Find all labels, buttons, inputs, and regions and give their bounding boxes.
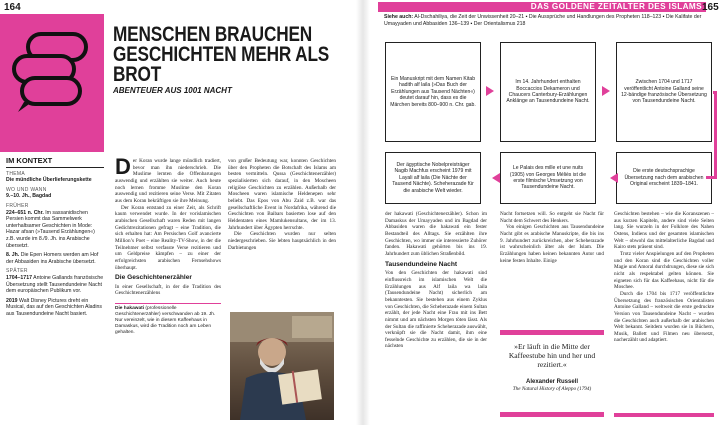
section-heading: Tausendundeine Nacht — [385, 260, 458, 268]
photo-illustration — [230, 312, 334, 420]
timeline-text: Antoine Gallands französische Übersetzung stellt Tausendundeine Nacht dem europäischen Publikum vor. — [6, 274, 104, 295]
flow-box-5: Le Palais des mille et une nuits (1905) von Georges Méliès ist die erste filmische Umsetzung von Tausendundeine Nacht. — [500, 152, 596, 204]
drop-cap: D — [115, 154, 131, 179]
flow-box-2: Im 14. Jahrhundert enthalten Boccaccios Dekameron und Chaucers Canterbury-Erzählungen Anklänge an Tausendundeine Nacht. — [500, 42, 596, 142]
connector-line — [714, 92, 717, 178]
body-column-1 — [115, 154, 221, 336]
timeline-year: 1704–1717 — [6, 274, 32, 281]
paragraph: Von den Geschichten der hakawati sind einflussreich im islamischen Welt die Erzählungen aus Alf laila wa laila (Tausendundeine Nacht) sicherlich am bekanntesten. Sie bestehen aus einem Zyklus von Geschichten, die Scheherazade einem Sultan erzählt, der jede Nacht eine Frau mit ins Bett nimmt und am nächsten Morgen töten lässt. Als der Sultan die raffinierte Scheherazade auswählt, verknüpft sie die Nacht damit, ihm eine fesselnde Geschichte zu erzählen, die sie in der nächsten — [385, 270, 487, 350]
paragraph: Die Geschichten wurden nur selten niedergeschrieben. Sie lebten hauptsächlich in den Darbietungen — [228, 231, 336, 251]
paragraph: Der Koran wurde lange mündlich tradiert, bevor man ihn niederschrieb. Die Muslime lernten die Offenbarungen auswendig und erzählten sie weiter. Auch heute noch lernen fromme Muslime den Koran auswendig und rezitieren seine Verse. Mit Zitaten aus dem Koran bekräftigen sie ihre Meinung. — [115, 154, 221, 204]
timeline-entry — [6, 275, 104, 295]
page-number-right: 165 — [702, 2, 719, 13]
see-also: Siehe auch: Al-Dschahiliya, die Zeit der Unwissenheit 20–21 ▪ Die Aussprüche und Handlungen des Propheten 118–123 ▪ Die Kalifate der Umayyaden und Abbasiden 136–139 ▪ Der Orientalismus 218 — [384, 14, 702, 27]
arrow-right-icon — [486, 86, 494, 96]
body-column-5 — [614, 211, 714, 344]
paragraph: Durch die 1704 bis 1717 veröffentlichte Übersetzung des französischen Orientalisten Antoine Galland – weltweit die erste gedruckte Version von Tausendundeine Nacht – wurden die Geschichten auch außerhalb der arabischen Welt bekannt. Seitdem wurden sie in Büchern, Musik, Ballett und Filmen neu übersetzt, nacherzählt und adaptiert. — [614, 290, 714, 344]
timeline-year: 224–651 n. Chr. — [6, 209, 44, 216]
thema-value: Die mündliche Überlieferungskette — [6, 177, 92, 184]
frueher-label: FRÜHER — [6, 202, 29, 209]
arrow-right-icon — [602, 86, 610, 96]
quote-close-icon: « — [562, 360, 567, 369]
paragraph: Trotz vieler Anspielungen auf den Propheten und den Koran sind die Geschichten voller Magie und Amoral durchdrungen, diese sie sich nicht als respektabel gelten können. Sie eigneten sich für das Kaffeehaus, nicht für die Moschee. — [614, 250, 714, 291]
flow-box-6: Die erste deutschsprachige Übersetzung nach dem arabischen Original erscheint 1839–1841. — [616, 152, 712, 204]
wo-value: 9.–10. Jh., Bagdad — [6, 193, 52, 200]
photo-caption: Die hakawati (professionelle Geschichtenerzähler) verschwanden ab 19. Jh. Nur vereinzelt, wie in diesem Kaffeehaus in Damaskus, wird die Tradition noch am Leben gehalten. — [115, 306, 216, 336]
paragraph: Nacht fortsetzen will. So entgeht sie Nacht für Nacht dem Schwert des Henkers. — [500, 211, 604, 224]
flow-box-4: Der ägyptische Nobelpreisträger Nagib Machfus erscheint 1979 mit Layali alf laila (Die Nächte der Tausend Nächte). Scheherazade für die arabische Welt wieder. — [385, 152, 481, 204]
flow-box-3: Zwischen 1704 und 1717 veröffentlicht Antoine Galland seine 12-bändige französische Übersetzung von Tausendundeine Nacht. — [616, 42, 712, 142]
paragraph: In einer Gesellschaft, in der die Tradition des Geschichtenerzählens — [115, 283, 221, 297]
spaeter-label: SPÄTER — [6, 268, 28, 275]
storyteller-photo — [230, 312, 334, 420]
timeline-year: 2019 — [6, 297, 18, 304]
section-heading: Die Geschichtenerzähler — [115, 274, 192, 282]
timeline-text: Walt Disney Pictures dreht ein Musical, das auf den Geschichten Aladins aus Tausendundeine Nacht basiert. — [6, 297, 103, 317]
arrow-left-icon — [492, 173, 500, 183]
paragraph: Der Koran entstand zu einer Zeit, als Schrift kaum verwendet wurde. In der vorislamischen arabischen Gesellschaft waren Reden mit langen Gedichtrezitationen gefragt – eine Tradition, die sich erhalten hat: Am Persischen Golf avancierte Million’s Poet – eine Reality-TV-Show, in der die Teilnehmer selbst verfasste Verse rezitieren und um Geldpreise kämpfen – zu einer der erfolgreichsten arabischen Fernsehshows überhaupt. — [115, 204, 221, 271]
paragraph: der hakawati (Geschichtenerzähler). Schon im Damaskus der Umayyaden und im Bagdad der Abbasiden waren die hakawati ein fester Bestandteil des Alltags. Sie erzählten ihre Geschichten, wo immer sie interessierte Zuhörer fanden. Hakawati gehörten bis ins 19. Jahrhundert zum üblichen Straßenbild. — [385, 211, 487, 257]
context-sidebar — [6, 158, 104, 317]
quote-rule-top — [500, 330, 604, 335]
timeline-entry — [6, 298, 104, 318]
context-heading: IM KONTEXT — [6, 158, 104, 168]
paragraph: Von einigen Geschichten aus Tausendundeine Nacht gibt es arabische Manuskripte, die bis ins 9. Jahrhundert zurückreichen, aber Scheherazade ist wahrscheinlich älter als der Islam. Die Erzählungen haben keinen bekannten Autor und keine festen Inhalte. Einige — [500, 224, 604, 264]
quote-text: »Er läuft in die Mitte der Kaffeestube hin und her und rezitiert.« — [508, 342, 596, 369]
timeline-year: 8. Jh. — [6, 252, 20, 259]
quote-rule-bottom — [500, 412, 604, 417]
caption-rule — [115, 303, 221, 304]
arrow-left-icon — [610, 173, 618, 183]
timeline-text: Im sassanidischen Persien kommt das Sammelwerk unterhaltsamer Geschichten in Mode: Hazar afsan (»Tausend Erzählungen«) z.B. wurde im 8./9. Jh. ins Arabische übersetzt. — [6, 209, 95, 249]
body-column-2 — [228, 158, 336, 251]
body-column-4 — [500, 211, 604, 264]
connector-line — [706, 176, 717, 179]
wo-label: WO UND WANN — [6, 186, 47, 193]
running-header: DAS GOLDENE ZEITALTER DES ISLAMS — [530, 2, 702, 11]
quote-block — [500, 342, 604, 392]
thema-label: THEMA — [6, 170, 25, 177]
body-column-3 — [385, 211, 487, 350]
speech-bubbles-illustration — [8, 18, 96, 113]
timeline-entry — [6, 252, 104, 265]
quote-open-icon: » — [514, 342, 518, 351]
quote-source: The Natural History of Aleppo (1794) — [512, 386, 592, 392]
quote-author: Alexander Russell — [525, 379, 579, 385]
footer-rule — [614, 413, 714, 417]
header-pink-bar-left — [104, 14, 336, 20]
paragraph: von großer Bedeutung war, konnten Geschichten über den Propheten die Botschaft des Islams am besten vermitteln. Qussa (Geschichtenerzähler) spezialisierten sich darauf, in den Moscheen religiöse Geschichten zu erzählen. Außerhalb der Moscheen waren islamische Heldenepen sehr beliebt. Das Epos von Abu Zaid z.B. war das gesellschaftliche Event in Nordafrika, während die Geschichten von Baibars basierten lose auf den Heldentaten eines Mamlukensultans, der im 13. Jahrhundert über Ägypten herrschte. — [228, 158, 336, 231]
page-number-left: 164 — [4, 2, 21, 13]
book-gutter — [356, 0, 370, 425]
page-subtitle: ABENTEUER AUS 1001 NACHT — [113, 86, 232, 95]
timeline-entry — [6, 210, 104, 250]
timeline-text: Die Epen Homers werden am Hof der Abbasiden ins Arabische übersetzt. — [6, 252, 99, 265]
page-title: MENSCHEN BRAUCHEN GESCHICHTEN MEHR ALS BROT — [113, 23, 330, 86]
paragraph: Geschichten bestehen – wie die Koranszenen – aus kurzen Kapiteln, andere sind viele Seiten lang. Sie wurzeln in der Folklore des Nahen Ostens, Indiens und der gesamten islamischen Welt – obwohl das mittelalterliche Bagdad und Kairo stets präsent sind. — [614, 211, 714, 251]
flow-box-1: Ein Manuskript mit dem Namen Kitab hadith alf laila (»Das Buch der Erzählungen aus Tausend Nächten«) deutet darauf hin, dass es die Märchen bereits 800–900 n. Chr. gab. — [385, 42, 481, 142]
